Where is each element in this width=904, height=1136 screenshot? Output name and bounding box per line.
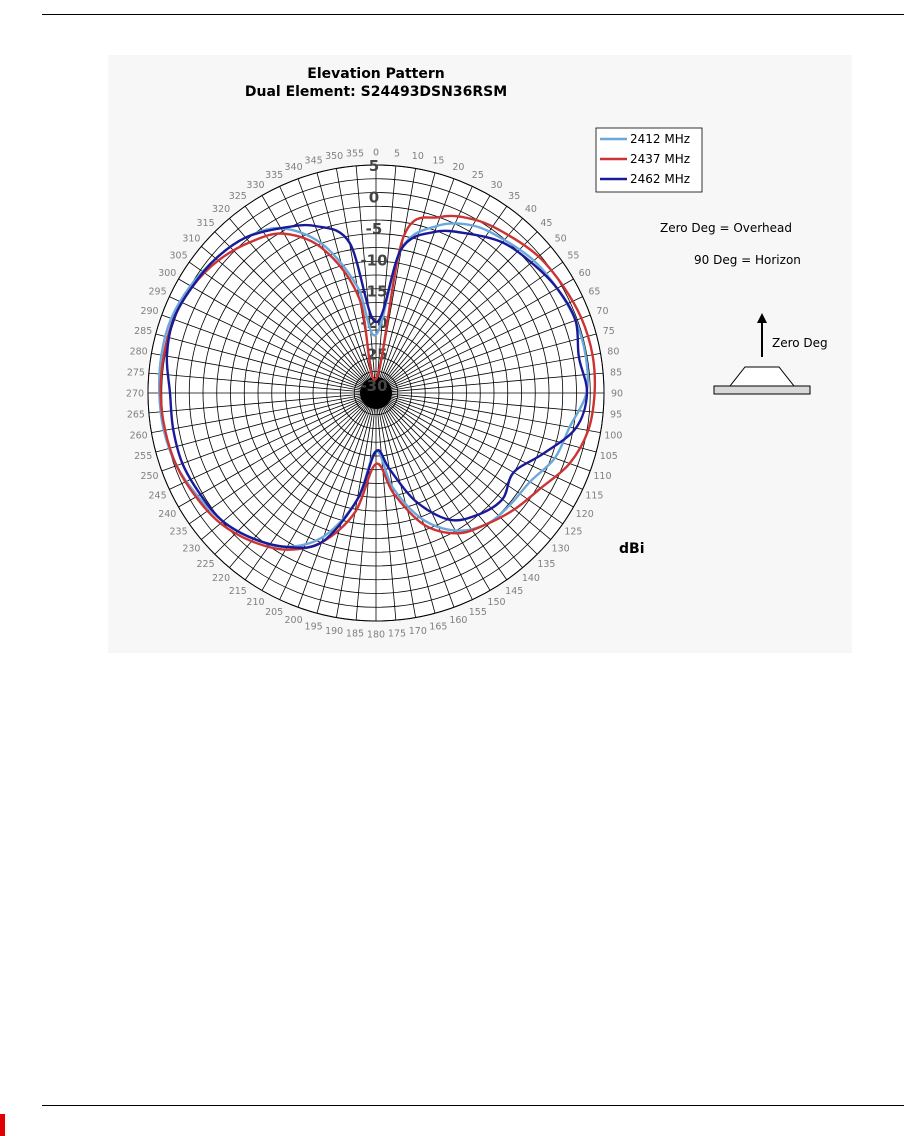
angle-tick-label: 175 <box>387 628 407 640</box>
angle-tick-label: 315 <box>196 218 215 230</box>
angle-tick-label: 245 <box>148 490 167 502</box>
angle-tick-label: 290 <box>140 306 159 318</box>
page-top-rule <box>42 14 904 15</box>
angle-tick-label: 265 <box>126 409 145 421</box>
angle-tick-label: 240 <box>158 509 177 520</box>
angle-tick-label: 220 <box>212 573 231 585</box>
angle-tick-label: 65 <box>588 286 601 298</box>
angle-tick-label: 120 <box>575 509 594 520</box>
antenna-icon <box>714 367 810 394</box>
angle-tick-label: 170 <box>408 625 427 637</box>
radial-label: -15 <box>360 282 388 301</box>
radial-label: -5 <box>365 219 383 238</box>
legend <box>596 128 702 192</box>
angle-tick-label: 140 <box>521 573 540 585</box>
radial-label: -25 <box>360 345 388 364</box>
angle-tick-label: 180 <box>366 629 386 641</box>
angle-tick-label: 10 <box>411 151 424 163</box>
angle-tick-label: 85 <box>610 367 623 379</box>
angle-tick-label: 210 <box>246 597 265 609</box>
angle-tick-label: 20 <box>452 162 465 174</box>
angle-tick-label: 355 <box>345 148 365 160</box>
legend-label-2462: 2462 MHz <box>630 172 691 186</box>
angle-tick-label: 260 <box>129 430 148 442</box>
angle-tick-label: 185 <box>345 628 365 640</box>
angle-tick-label: 350 <box>325 151 344 163</box>
angle-tick-label: 70 <box>596 306 609 318</box>
page-edge-marker <box>0 1114 5 1136</box>
angle-tick-label: 75 <box>602 326 615 338</box>
angle-tick-label: 135 <box>537 558 556 570</box>
angle-tick-label: 110 <box>593 470 612 482</box>
radial-label: -20 <box>360 314 388 333</box>
angle-tick-label: 200 <box>284 614 303 626</box>
angle-tick-label: 205 <box>265 606 284 618</box>
angle-tick-label: 295 <box>148 286 167 298</box>
angle-tick-label: 145 <box>505 585 524 597</box>
angle-tick-label: 280 <box>129 346 148 358</box>
angle-tick-label: 325 <box>228 191 247 203</box>
radial-label: 0 <box>368 188 380 207</box>
angle-tick-label: 100 <box>604 430 623 442</box>
angle-tick-label: 300 <box>158 268 177 279</box>
angle-tick-label: 310 <box>182 233 201 245</box>
arrow-icon <box>757 313 767 357</box>
angle-tick-label: 225 <box>196 558 215 570</box>
chart-subtitle: Dual Element: S24493DSN36RSM <box>244 84 508 100</box>
radial-label: -10 <box>360 251 388 270</box>
angle-tick-label: 340 <box>284 162 303 174</box>
elevation-pattern-figure <box>108 55 852 653</box>
angle-tick-label: 155 <box>468 606 487 618</box>
angle-tick-label: 335 <box>265 170 284 182</box>
angle-tick-label: 130 <box>551 543 570 555</box>
angle-tick-label: 270 <box>125 388 145 400</box>
angle-tick-label: 235 <box>169 526 188 538</box>
angle-tick-label: 80 <box>607 346 620 358</box>
angle-tick-label: 90 <box>610 388 624 400</box>
angle-tick-label: 125 <box>564 526 583 538</box>
angle-tick-label: 330 <box>246 179 265 191</box>
angle-tick-label: 30 <box>490 179 503 191</box>
angle-tick-label: 305 <box>169 250 188 262</box>
angle-tick-label: 55 <box>567 250 580 262</box>
legend-label-2437: 2437 MHz <box>630 152 691 166</box>
radial-label: 5 <box>368 157 380 175</box>
angle-tick-label: 45 <box>540 218 553 230</box>
angle-tick-label: 230 <box>182 543 201 555</box>
ninety-deg-note: 90 Deg = Horizon <box>694 253 801 267</box>
angle-tick-label: 115 <box>585 490 604 502</box>
angle-tick-label: 105 <box>599 450 618 462</box>
arrow-label: Zero Deg <box>772 336 828 350</box>
angle-tick-label: 190 <box>325 625 344 637</box>
angle-tick-label: 345 <box>304 155 323 167</box>
angle-tick-label: 50 <box>554 233 567 245</box>
angle-tick-label: 165 <box>429 621 448 633</box>
angle-tick-label: 25 <box>471 170 484 182</box>
angle-tick-label: 35 <box>508 191 521 203</box>
angle-tick-label: 255 <box>134 450 153 462</box>
angle-tick-label: 40 <box>524 203 537 215</box>
angle-tick-label: 0 <box>372 147 380 159</box>
polar-chart <box>108 55 852 653</box>
angle-tick-label: 215 <box>228 585 247 597</box>
unit-label: dBi <box>619 541 645 557</box>
angle-tick-label: 285 <box>134 326 153 338</box>
angle-tick-label: 150 <box>487 597 506 609</box>
angle-tick-label: 95 <box>610 409 623 421</box>
angle-tick-label: 275 <box>126 367 145 379</box>
radial-label: -30 <box>360 377 388 395</box>
angle-tick-label: 160 <box>449 614 468 626</box>
angle-tick-label: 15 <box>432 155 445 167</box>
angle-tick-label: 195 <box>304 621 323 633</box>
angle-tick-label: 250 <box>140 470 159 482</box>
chart-title: Elevation Pattern <box>307 66 445 82</box>
zero-deg-note: Zero Deg = Overhead <box>660 221 792 235</box>
angle-tick-label: 5 <box>393 148 401 160</box>
angle-tick-label: 60 <box>578 268 591 279</box>
legend-label-2412: 2412 MHz <box>630 132 691 146</box>
angle-tick-label: 320 <box>212 203 231 215</box>
page-bottom-rule <box>42 1105 904 1106</box>
